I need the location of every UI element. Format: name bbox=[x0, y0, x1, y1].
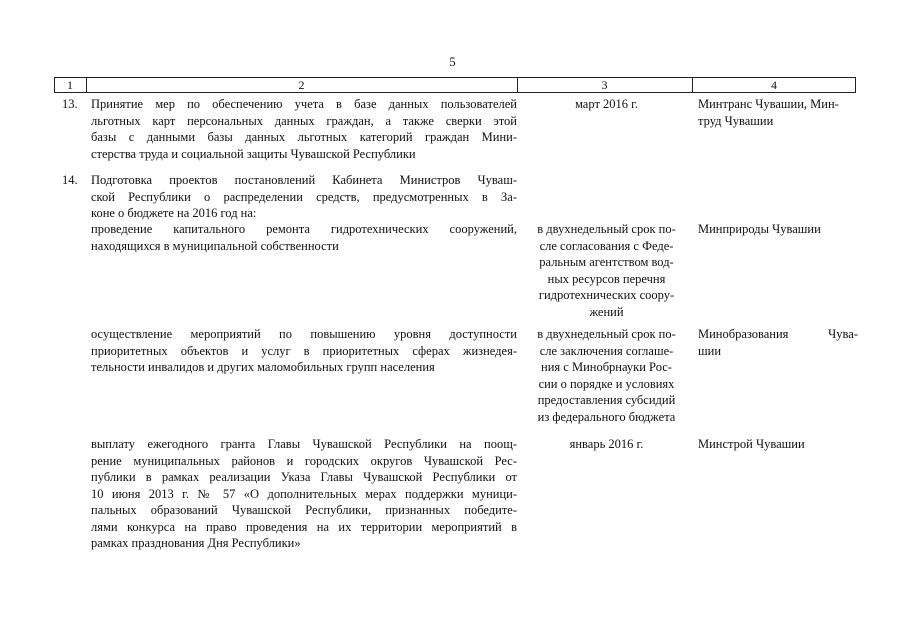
deadline-line: в двухнедельный срок по- bbox=[537, 222, 676, 236]
table-header bbox=[54, 77, 856, 93]
task-line: лями конкурса на право проведения на их территории мероприятий в bbox=[91, 519, 517, 534]
deadline-text bbox=[523, 326, 690, 425]
task-line: тельности инвалидов и других маломобильных групп населения bbox=[91, 360, 435, 374]
executor-text bbox=[698, 326, 858, 359]
task-line: Подготовка проектов постановлений Кабинета Министров Чуваш- bbox=[91, 173, 517, 187]
task-text bbox=[91, 326, 517, 376]
task-line: пальных образований Чувашской Республики, признанных победите- bbox=[91, 503, 517, 517]
executor-line: Минстрой Чувашии bbox=[698, 437, 805, 451]
deadline-line: ния с Минобрнауки Рос- bbox=[541, 360, 672, 374]
task-line: ской Республики о распределении средств, предусмотренных в За- bbox=[91, 189, 517, 204]
deadline-line: предоставления субсидий bbox=[537, 393, 676, 407]
header-col-2: 2 bbox=[298, 78, 305, 92]
task-line: проведение капитального ремонта гидротехнических сооружений, bbox=[91, 222, 517, 236]
deadline-text bbox=[523, 436, 690, 453]
row-number: 13. bbox=[62, 97, 78, 111]
task-line: рамках празднования Дня Республики» bbox=[91, 536, 301, 550]
executor-line: Минприроды Чувашии bbox=[698, 222, 821, 236]
header-col-1: 1 bbox=[67, 78, 73, 92]
deadline-line: ных ресурсов перечня bbox=[547, 271, 666, 286]
deadline-line: в двухнедельный срок по- bbox=[537, 327, 676, 341]
deadline-line: январь 2016 г. bbox=[569, 437, 644, 451]
task-text bbox=[91, 96, 517, 162]
executor-text bbox=[698, 221, 858, 238]
task-line: приоритетных объектов и услуг в приоритетных сферах жизнедея- bbox=[91, 343, 517, 358]
deadline-line: сии о порядке и условиях bbox=[538, 376, 675, 391]
task-line: льготных карт персональных данных граждан, а также сверки этой bbox=[91, 113, 517, 128]
deadline-text bbox=[523, 221, 690, 320]
executor-line: труд Чувашии bbox=[698, 113, 774, 128]
task-line: стерства труда и социальной защиты Чувашской Республики bbox=[91, 146, 416, 161]
task-line: выплату ежегодного гранта Главы Чувашской Республики на поощ- bbox=[91, 437, 517, 451]
deadline-line: март 2016 г. bbox=[574, 97, 638, 111]
executor-text bbox=[698, 96, 858, 129]
page-number: 5 bbox=[449, 55, 456, 69]
task-text bbox=[91, 172, 517, 222]
deadline-line: сле согласования с Феде- bbox=[539, 238, 674, 253]
task-text bbox=[91, 221, 517, 254]
task-line: коне о бюджете на 2016 год на: bbox=[91, 206, 257, 220]
deadline-line: жений bbox=[589, 304, 624, 319]
executor-line: шии bbox=[698, 343, 722, 358]
deadline-line: сле заключения соглаше- bbox=[539, 343, 674, 358]
task-line: публики в рамках реализации Указа Главы Чувашской Республики от bbox=[91, 470, 517, 484]
deadline-line: ральным агентством вод- bbox=[539, 255, 674, 269]
deadline-line: гидротехнических соору- bbox=[538, 288, 675, 302]
header-col-4: 4 bbox=[771, 78, 777, 92]
deadline-line: из федерального бюджета bbox=[537, 409, 676, 424]
task-line: базы с данными базы данных льготных категорий граждан Мини- bbox=[91, 130, 517, 144]
header-col-3: 3 bbox=[601, 78, 608, 92]
task-line: 10 июня 2013 г. № 57 «О дополнительных мерах поддержки муници- bbox=[91, 486, 517, 501]
deadline-text bbox=[523, 96, 690, 113]
executor-text bbox=[698, 436, 858, 453]
task-line: Принятие мер по обеспечению учета в базе данных пользователей bbox=[91, 97, 517, 111]
task-text bbox=[91, 436, 517, 552]
task-line: осуществление мероприятий по повышению уровня доступности bbox=[91, 327, 517, 341]
executor-line: Минтранс Чувашии, Мин- bbox=[698, 97, 839, 111]
task-line: находящихся в муниципальной собственности bbox=[91, 238, 339, 253]
row-number: 14. bbox=[62, 173, 78, 187]
task-line: рение муниципальных районов и городских округов Чувашской Рес- bbox=[91, 453, 517, 468]
executor-line: Минобразования Чува- bbox=[698, 327, 858, 341]
